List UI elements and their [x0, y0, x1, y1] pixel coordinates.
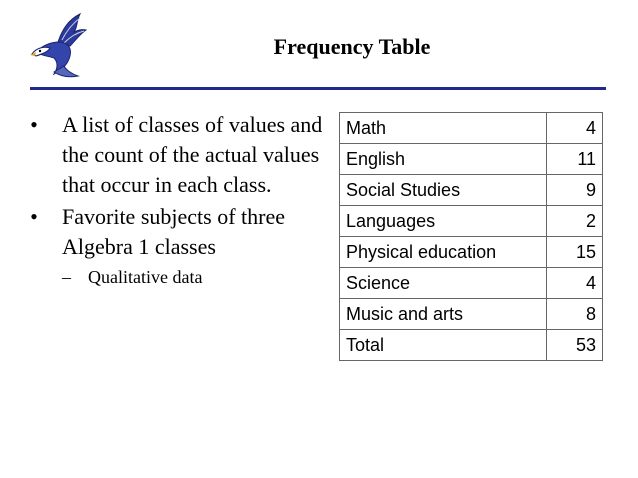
total-label-cell: Total [340, 330, 547, 361]
subject-cell: English [340, 144, 547, 175]
sub-bullet-mark: – [62, 267, 71, 287]
table-row [340, 268, 603, 299]
subject-cell: Science [340, 268, 547, 299]
total-count-cell: 53 [547, 330, 603, 361]
sub-bullet-text: Qualitative data [88, 267, 203, 287]
bullet-list [24, 110, 334, 290]
bullet-item [24, 202, 334, 262]
bullet-item [24, 110, 334, 200]
table-row [340, 144, 603, 175]
count-cell: 4 [547, 268, 603, 299]
table-row [340, 299, 603, 330]
count-cell: 2 [547, 206, 603, 237]
bullet-text: A list of classes of values and the count of the actual values that occur in each class. [62, 112, 323, 197]
count-cell: 4 [547, 113, 603, 144]
table-total-row [340, 330, 603, 361]
bullet-mark: • [30, 204, 38, 229]
bullet-text: Favorite subjects of three Algebra 1 classes [62, 204, 285, 259]
subject-cell: Physical education [340, 237, 547, 268]
table-row [340, 113, 603, 144]
count-cell: 8 [547, 299, 603, 330]
subject-cell: Music and arts [340, 299, 547, 330]
count-cell: 11 [547, 144, 603, 175]
title-rule [30, 87, 606, 90]
frequency-table [339, 112, 603, 361]
table-row [340, 237, 603, 268]
slide-title: Frequency Table [273, 34, 431, 59]
table-row [340, 206, 603, 237]
sub-bullet-item [24, 264, 334, 290]
subject-cell: Social Studies [340, 175, 547, 206]
table-row [340, 175, 603, 206]
count-cell: 9 [547, 175, 603, 206]
subject-cell: Languages [340, 206, 547, 237]
count-cell: 15 [547, 237, 603, 268]
subject-cell: Math [340, 113, 547, 144]
bullet-mark: • [30, 112, 38, 137]
